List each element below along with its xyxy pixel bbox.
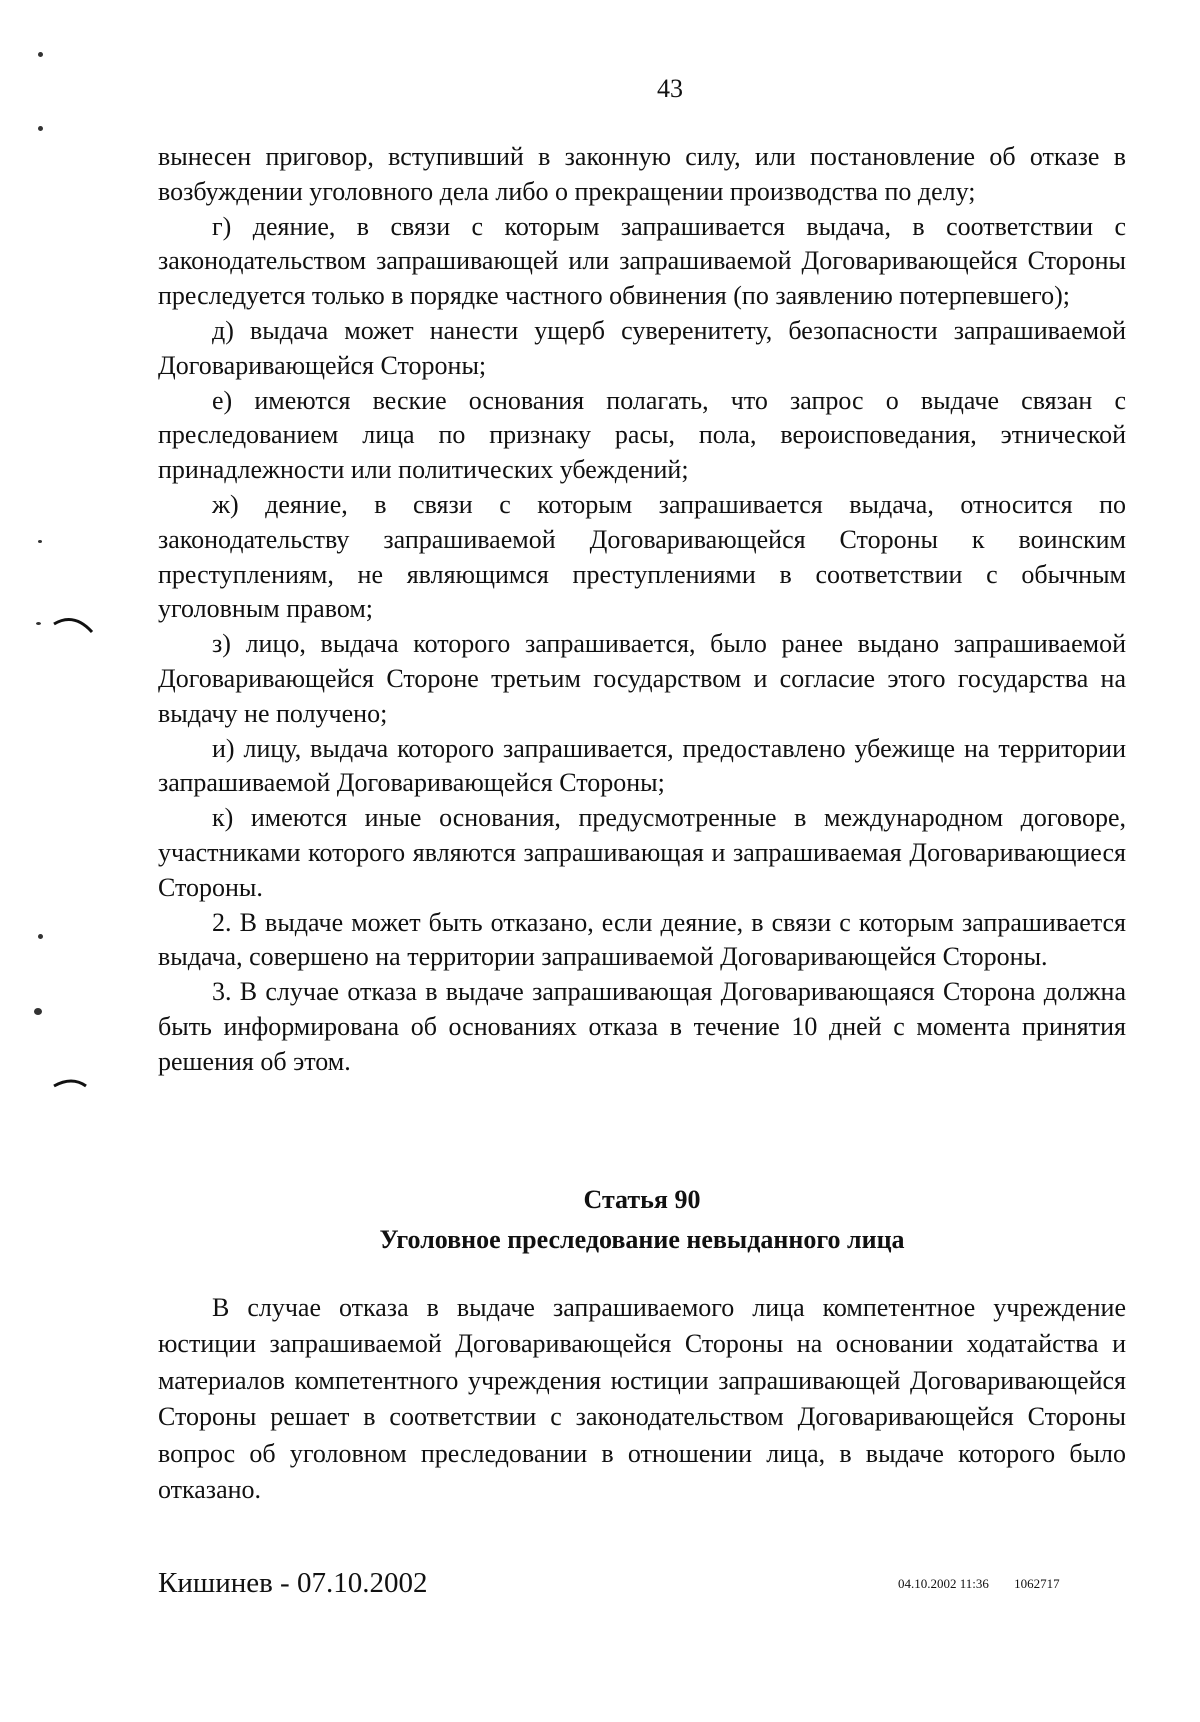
article-heading	[158, 1182, 1126, 1258]
scan-speck	[36, 622, 41, 625]
paragraph-item-zh: ж) деяние, в связи с которым запрашивается выдача, относится по законодательству запрашиваемой Договаривающейся Стороны к воинским преступлениям, не являющимся преступлениями в соответствии с обычным уголовным правом;	[158, 489, 1126, 624]
article-subtitle: Уголовное преследование невыданного лица	[379, 1225, 905, 1254]
paragraph-item-d: д) выдача может нанести ущерб суверенитету, безопасности запрашиваемой Договаривающейся Стороны;	[158, 315, 1126, 380]
paragraph-clause-2: 2. В выдаче может быть отказано, если деяние, в связи с которым запрашивается выдача, совершено на территории запрашиваемой Договаривающейся Стороны.	[158, 907, 1126, 972]
scan-speck	[38, 540, 42, 543]
article-89-continuation	[158, 140, 1126, 1080]
footer-city-date: Кишинев - 07.10.2002	[158, 1567, 428, 1599]
scan-speck	[38, 52, 43, 57]
page-number: 43	[657, 74, 683, 103]
footer-meta	[898, 1574, 1060, 1594]
footer-timestamp: 04.10.2002 11:36	[898, 1576, 989, 1591]
scan-speck	[34, 1008, 42, 1015]
paragraph-item-g: г) деяние, в связи с которым запрашивается выдача, в соответствии с законодательством запрашивающей или запрашиваемой Договаривающейся Стороны преследуется только в порядке частного обвинения (по заявлению потерпевшего);	[158, 211, 1126, 311]
scan-arc-mark	[52, 1074, 102, 1100]
article-paragraph: В случае отказа в выдаче запрашиваемого лица компетентное учреждение юстиции запрашиваемой Договаривающейся Стороны на основании ходатайства и материалов компетентного учреждения юстиции запрашивающей Договаривающейся Стороны решает в соответствии с законодательством Договаривающейся Стороны вопрос об уголовном преследовании в отношении лица, в выдаче которого было отказано.	[158, 1293, 1126, 1505]
paragraph-clause-3: 3. В случае отказа в выдаче запрашивающая Договаривающаяся Сторона должна быть информирована об основаниях отказа в течение 10 дней с момента принятия решения об этом.	[158, 977, 1126, 1076]
article-90-body	[158, 1290, 1126, 1508]
scan-speck	[38, 934, 43, 939]
scan-arc-mark	[50, 610, 100, 640]
article-title: Статья 90	[583, 1185, 701, 1214]
scan-speck	[38, 126, 43, 131]
paragraph-item-e: е) имеются веские основания полагать, что запрос о выдаче связан с преследованием лица по признаку расы, пола, вероисповедания, этнической принадлежности или политических убеждений;	[158, 385, 1126, 485]
paragraph-continuation: вынесен приговор, вступивший в законную силу, или постановление об отказе в возбуждении уголовного дела либо о прекращении производства по делу;	[158, 142, 1126, 206]
paragraph-item-k: к) имеются иные основания, предусмотренные в международном договоре, участниками которого являются запрашивающая и запрашиваемая Договаривающиеся Стороны.	[158, 803, 1126, 902]
paragraph-item-i: и) лицу, выдача которого запрашивается, предоставлено убежище на территории запрашиваемой Договаривающейся Стороны;	[158, 733, 1126, 798]
paragraph-item-z: з) лицо, выдача которого запрашивается, было ранее выдано запрашиваемой Договаривающейся Стороне третьим государством и согласие этого государства на выдачу не получено;	[158, 629, 1126, 728]
footer-doc-id: 1062717	[1014, 1576, 1060, 1591]
